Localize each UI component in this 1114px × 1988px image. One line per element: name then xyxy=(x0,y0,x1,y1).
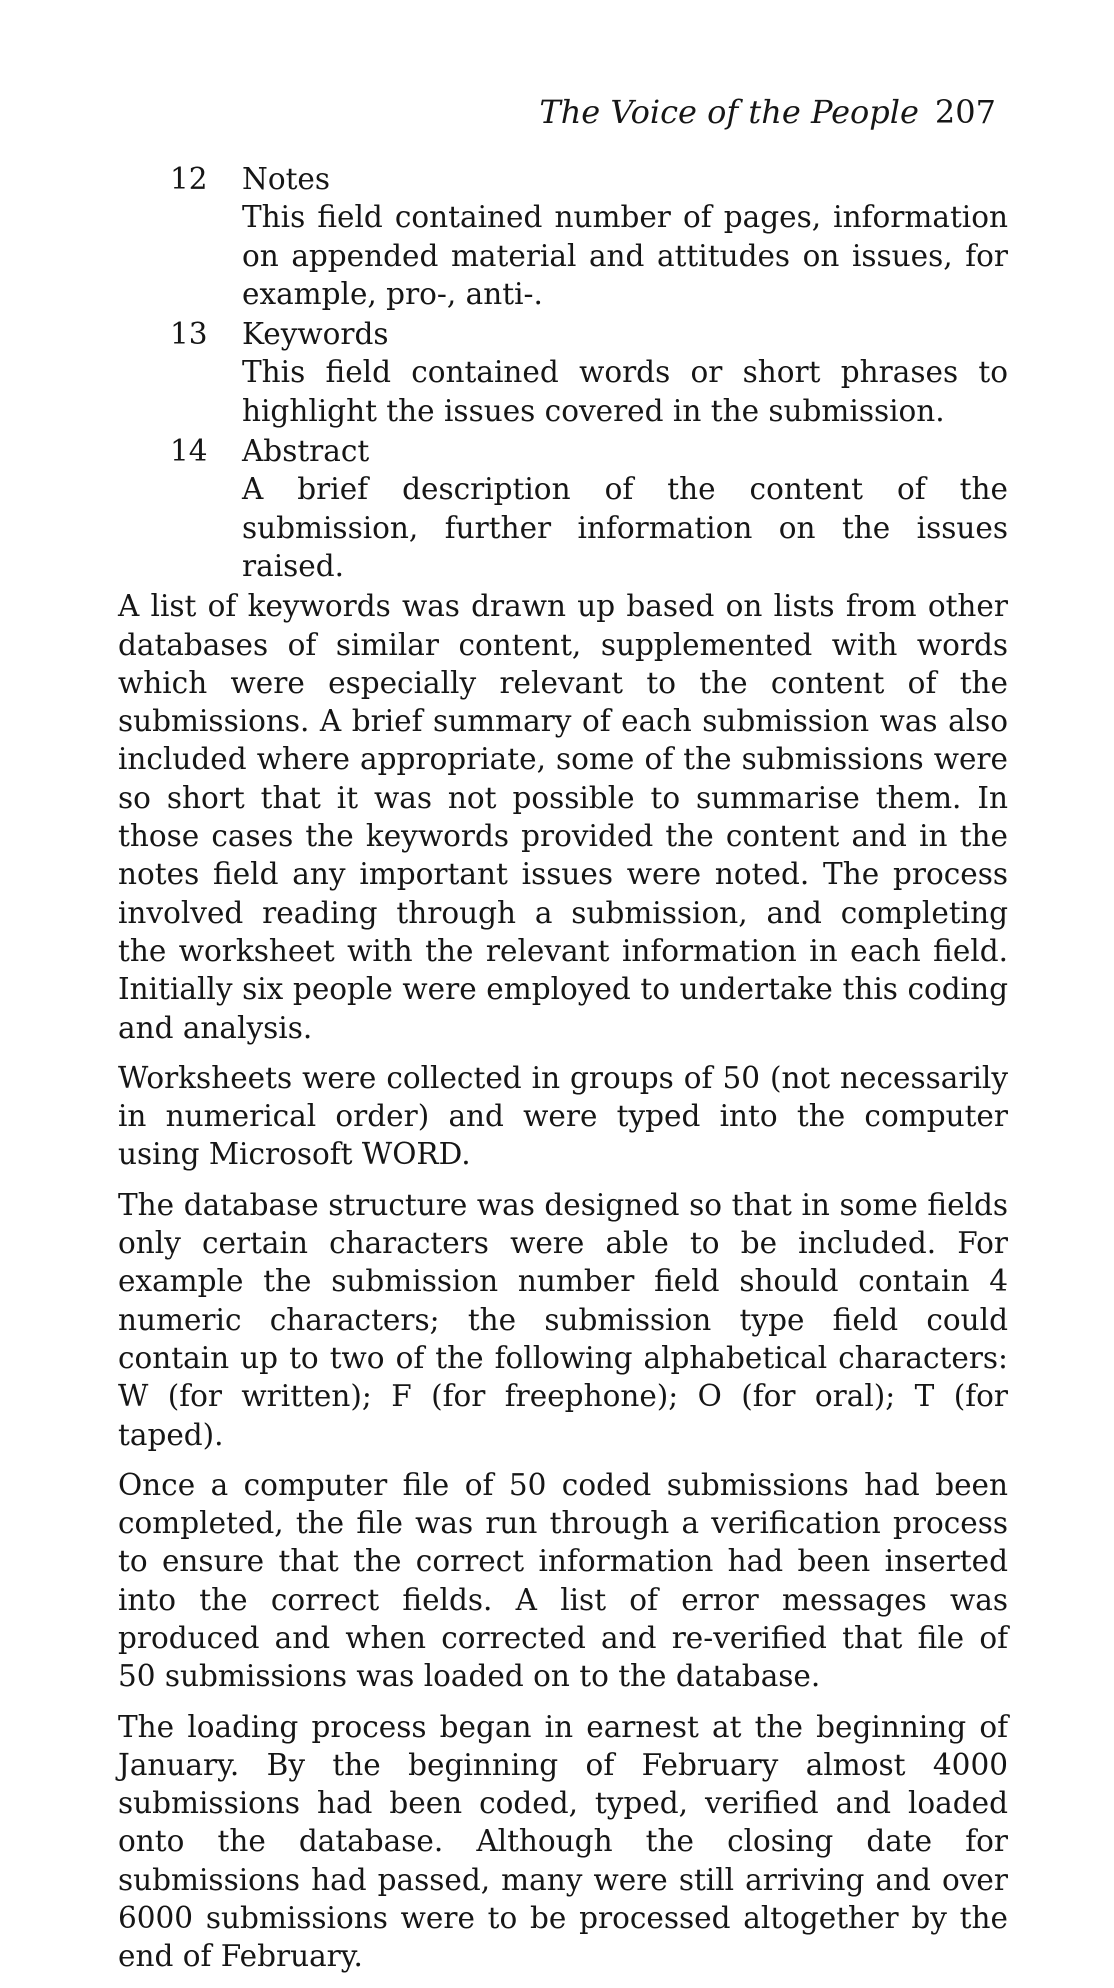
field-entry-notes xyxy=(118,160,1008,313)
field-entry-keywords xyxy=(118,315,1008,430)
field-description: This field contained number of pages, information on appended material and attitudes on issues, for example, pro-, anti-. xyxy=(242,200,1008,311)
page-body xyxy=(118,160,1008,1988)
page-number: 207 xyxy=(934,93,996,131)
paragraph-keywords-list: A list of keywords was drawn up based on lists from other databases of similar content, supplemented with words which were especially relevant to the content of the submissions. A brief summary of each submission was also included where appropriate, some of the submissions were so short that it was not possible to summarise them. In those cases the keywords provided the content and in the notes field any important issues were noted. The process involved reading through a submission, and completing the worksheet with the relevant information in each field. Initially six people were employed to undertake this coding and analysis. xyxy=(118,589,1008,1045)
field-number: 13 xyxy=(170,317,208,352)
paragraph-database-structure: The database structure was designed so that in some fields only certain characters were able to be included. For example the submission number field should contain 4 numeric characters; the submission type field could contain up to two of the following alphabetical characters: W (for written); F (for freephone); O (for oral); T (for taped). xyxy=(118,1187,1008,1452)
paragraph-verification: Once a computer file of 50 coded submissions had been completed, the file was run through a verification process to ensure that the correct information had been inserted into the correct fields. A list of error messages was produced and when corrected and re-verified that file of 50 submissions was loaded on to the database. xyxy=(118,1467,1008,1694)
field-name: Keywords xyxy=(242,317,389,352)
running-header xyxy=(539,92,996,132)
field-name: Notes xyxy=(242,162,331,196)
paragraph-worksheets: Worksheets were collected in groups of 50 (not necessarily in numerical order) and were typed into the computer using Microsoft WORD. xyxy=(118,1060,1008,1172)
field-description: This field contained words or short phrases to highlight the issues covered in the submission. xyxy=(242,355,1008,428)
field-name: Abstract xyxy=(242,434,370,469)
field-entry-abstract xyxy=(118,432,1008,585)
field-description: A brief description of the content of the submission, further information on the issues raised. xyxy=(242,472,1008,583)
field-number: 14 xyxy=(170,434,208,469)
paragraph-loading-process: The loading process began in earnest at the beginning of January. By the beginning of February almost 4000 submissions had been coded, typed, verified and loaded onto the database. Although the closing date for submissions had passed, many were still arriving and over 6000 submissions were to be processed altogether by the end of February. xyxy=(118,1709,1008,1974)
field-number: 12 xyxy=(170,162,208,196)
running-title: The Voice of the People xyxy=(539,93,919,131)
